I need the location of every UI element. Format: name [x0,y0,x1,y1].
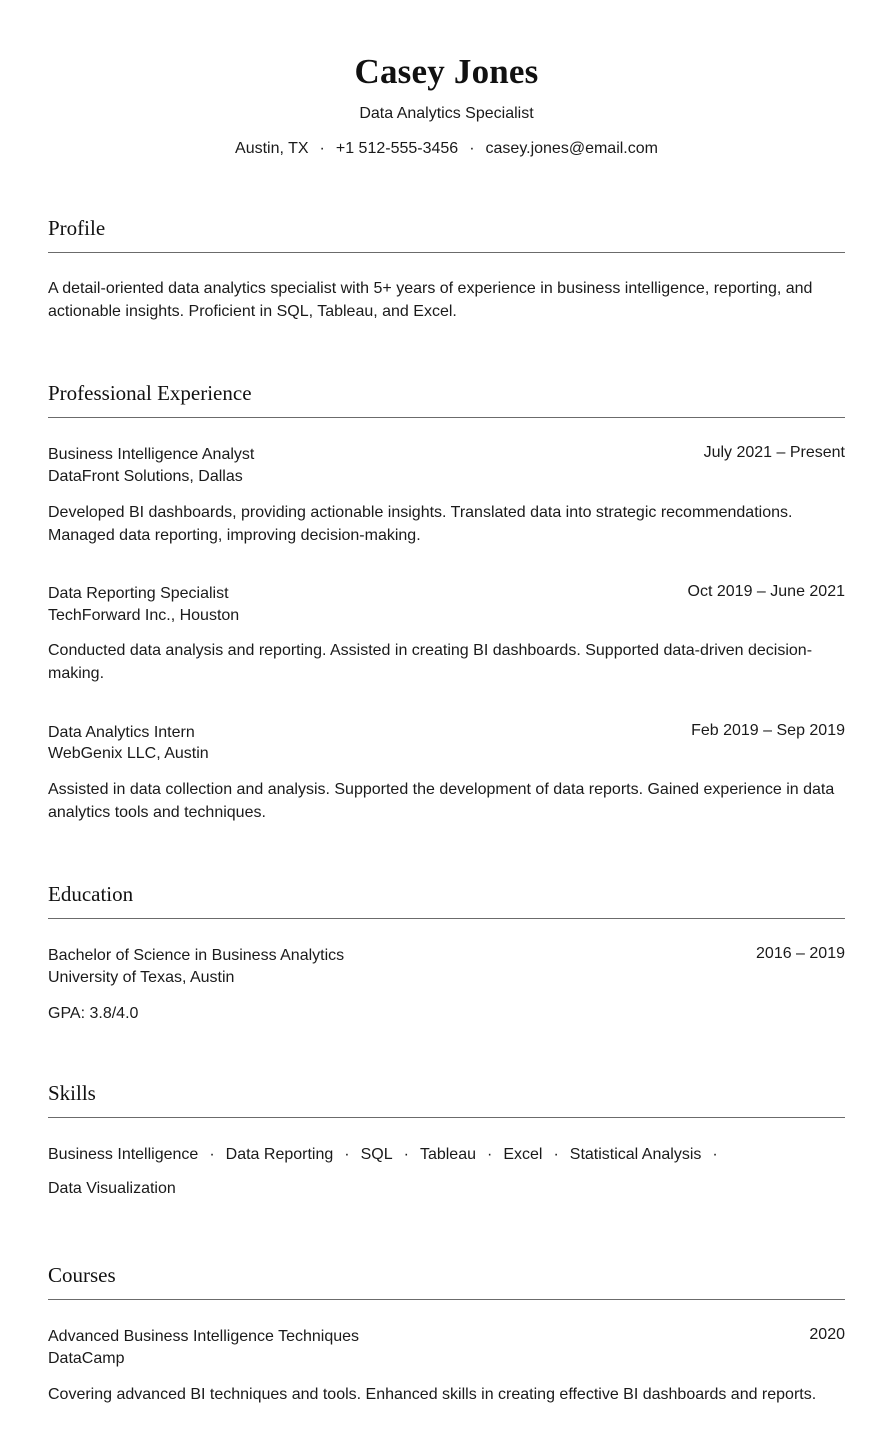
skill-item: Data Visualization [48,1179,176,1197]
course-title: Advanced Business Intelligence Techniques [48,1328,360,1346]
education-section [48,882,845,1023]
education-degree: Bachelor of Science in Business Analytics [48,947,345,965]
course-description: Covering advanced BI techniques and tools. Enhanced skills in creating effective BI dashboards and reports. [48,1385,817,1403]
course-year: 2020 [809,1326,845,1344]
contact-line [48,140,845,158]
courses-section [48,1263,845,1405]
job-dates: July 2021 – Present [703,444,845,462]
profile-text: A detail-oriented data analytics specialist with 5+ years of experience in business intelligence, reporting, and actionable insights. Proficient in SQL, Tableau, and Excel. [48,280,813,321]
contact-separator: · [469,140,475,157]
job-description: Assisted in data collection and analysis. Supported the development of data reports. Gained experience in data analytics tools and techniques. [48,780,835,821]
education-gpa: GPA: 3.8/4.0 [48,1005,139,1023]
job-title: Business Intelligence Analyst [48,446,255,464]
job-description: Conducted data analysis and reporting. Assisted in creating BI dashboards. Supported data-driven decision-making. [48,642,813,683]
contact-email: casey.jones@email.com [485,140,658,157]
candidate-name: Casey Jones [354,52,539,91]
skill-item: Excel [503,1146,543,1164]
skills-heading: Skills [48,1081,845,1118]
job-title: Data Analytics Intern [48,723,195,741]
job-entry [48,722,845,825]
education-school: University of Texas, Austin [48,968,235,986]
contact-location: Austin, TX [235,140,309,157]
experience-heading: Professional Experience [48,381,845,418]
education-heading: Education [48,882,845,919]
skills-section [48,1081,845,1205]
candidate-title: Data Analytics Specialist [359,105,534,122]
course-provider: DataCamp [48,1350,125,1368]
education-entry [48,945,845,1023]
skill-separator: · [712,1146,718,1164]
contact-separator: · [319,140,325,157]
courses-heading: Courses [48,1263,845,1300]
skill-separator: · [344,1146,350,1164]
resume-header [48,38,845,158]
job-dates: Oct 2019 – June 2021 [687,582,845,600]
job-company: WebGenix LLC, Austin [48,745,209,763]
skill-item: SQL [360,1146,393,1164]
contact-phone: +1 512-555-3456 [335,140,459,157]
skill-separator: · [403,1146,409,1164]
education-dates: 2016 – 2019 [756,945,845,963]
job-description: Developed BI dashboards, providing actionable insights. Translated data into strategic recommendations. Managed data reporting, improving decision-making. [48,503,793,544]
skill-separator: · [553,1146,559,1164]
skills-list [48,1138,845,1205]
job-dates: Feb 2019 – Sep 2019 [691,721,845,739]
job-title: Data Reporting Specialist [48,584,229,602]
skill-separator: · [486,1146,493,1164]
job-entry [48,583,845,686]
skill-item: Business Intelligence [48,1146,199,1164]
skill-item: Statistical Analysis [569,1146,702,1164]
job-company: DataFront Solutions, Dallas [48,467,243,485]
job-company: TechForward Inc., Houston [48,606,240,624]
skill-separator: · [209,1146,215,1164]
job-entry [48,444,845,547]
skill-item: Data Reporting [225,1146,334,1164]
course-entry [48,1326,845,1405]
profile-heading: Profile [48,216,845,253]
experience-section [48,381,845,824]
profile-section [48,216,845,323]
skill-item: Tableau [419,1146,476,1164]
